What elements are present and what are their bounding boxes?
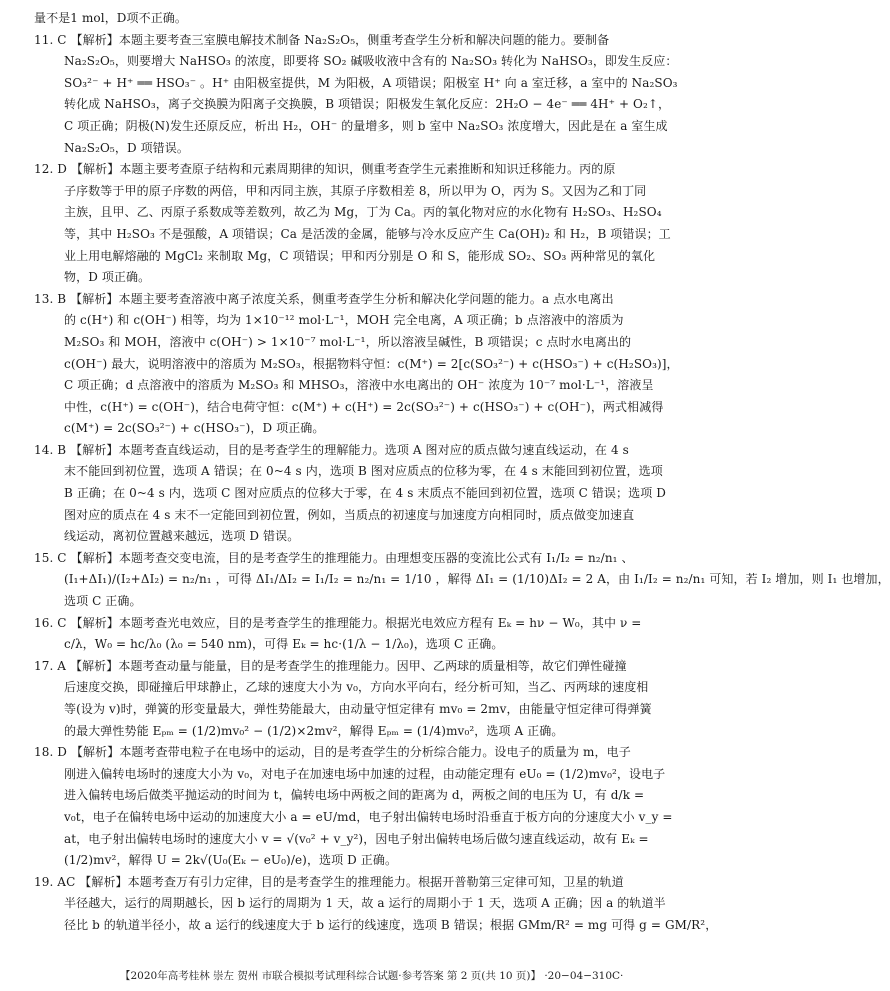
text-line: 转化成 NaHSO₃，离子交换膜为阳离子交换膜，B 项错误；阳极发生氧化反应：2H₂O − 4e⁻ ══ 4H⁺ + O₂↑， <box>64 97 671 112</box>
answer-item <box>34 159 671 289</box>
text-line: 子序数等于甲的原子序数的两倍，甲和丙同主族，其原子序数相差 8，所以甲为 O，丙为 S。又因为乙和丁同 <box>64 183 647 198</box>
text-line: 14. B 【解析】本题考查直线运动，目的是考查学生的理解能力。选项 A 图对应的质点做匀速直线运动，在 4 s <box>34 442 629 457</box>
answer-list <box>34 8 890 937</box>
text-line: Na₂S₂O₅，D 项错误。 <box>64 140 189 155</box>
text-line: c/λ，W₀ = hc/λ₀ (λ₀ = 540 nm)，可得 Eₖ = hc·(1/λ − 1/λ₀)，选项 C 正确。 <box>64 637 504 652</box>
text-line: 13. B 【解析】本题主要考查溶液中离子浓度关系，侧重考查学生分析和解决化学问题的能力。a 点水电离出 <box>34 291 614 306</box>
text-line: v₀t，电子在偏转电场中运动的加速度大小 a = eU/md，电子射出偏转电场时沿垂直于板方向的分速度大小 v_y = <box>64 809 673 824</box>
answer-item <box>34 440 666 548</box>
answer-item <box>34 742 673 872</box>
text-line: 物，D 项正确。 <box>64 270 151 285</box>
text-line: 11. C 【解析】本题主要考查三室膜电解技术制备 Na₂S₂O₅，侧重考查学生分析和解决问题的能力。要制备 <box>34 32 610 47</box>
text-line: (I₁+ΔI₁)/(I₂+ΔI₂) = n₂/n₁ ，可得 ΔI₁/ΔI₂ = I₁/I₂ = n₂/n₁ = 1/10 ，解得 ΔI₁ = (1/10)ΔI₂ = 2 A，由 I₁/I₂ = n₂/n₁ 可知，若 I₂ 增加，则 I₁ 也增加， <box>64 572 890 587</box>
text-line: B 正确；在 0~4 s 内，选项 C 图对应质点的位移大于零，在 4 s 末质点不能回到初位置，选项 C 错误；选项 D <box>64 486 666 501</box>
text-line: 19. AC 【解析】本题考查万有引力定律，目的是考查学生的推理能力。根据开普勒第三定律可知，卫星的轨道 <box>34 874 624 889</box>
text-line: 刚进入偏转电场时的速度大小为 v₀，对电子在加速电场中加速的过程，由动能定理有 eU₀ = (1/2)mv₀²，设电子 <box>64 766 666 781</box>
text-line: 半径越大，运行的周期越长，因 b 运行的周期为 1 天，故 a 运行的周期小于 1 天，选项 A 正确；因 a 的轨道半 <box>64 896 666 911</box>
text-line: 量不是1 mol，D项不正确。 <box>34 11 188 25</box>
text-line: 图对应的质点在 4 s 末不一定能回到初位置，例如，当质点的初速度与加速度方向相同时，质点做变加速直 <box>64 507 635 522</box>
text-line: at，电子射出偏转电场时的速度大小 v = √(v₀² + v_y²)，因电子射出偏转电场后做匀速直线运动，故有 Eₖ = <box>64 831 649 846</box>
text-line: c(OH⁻) 最大，说明溶液中的溶质为 M₂SO₃，根据物料守恒：c(M⁺) = 2[c(SO₃²⁻) + c(HSO₃⁻) + c(H₂SO₃)]， <box>64 356 679 371</box>
text-line: 15. C 【解析】本题考查交变电流，目的是考查学生的推理能力。由理想变压器的变流比公式有 I₁/I₂ = n₂/n₁ 、 <box>34 550 634 565</box>
answer-page <box>34 8 890 937</box>
text-line: 16. C 【解析】本题考查光电效应，目的是考查学生的推理能力。根据光电效应方程有 Eₖ = hν − W₀，其中 ν = <box>34 615 642 630</box>
text-line: C 项正确；d 点溶液中的溶质为 M₂SO₃ 和 MHSO₃，溶液中水电离出的 OH⁻ 浓度为 10⁻⁷ mol·L⁻¹，溶液呈 <box>64 378 654 393</box>
text-line: 业上用电解熔融的 MgCl₂ 来制取 Mg，C 项错误；甲和丙分别是 O 和 S，能形成 SO₂、SO₃ 两种常见的氧化 <box>64 248 656 263</box>
page-footer: 【2020年高考桂林 崇左 贺州 市联合模拟考试理科综合试题·参考答案 第 2 页(共 10 页)】 ·20−04−310C· <box>120 970 624 982</box>
text-line: 末不能回到初位置，选项 A 错误；在 0~4 s 内，选项 B 图对应质点的位移为零，在 4 s 末能回到初位置，选项 <box>64 464 663 479</box>
text-line: C 项正确；阴极(N)发生还原反应，析出 H₂，OH⁻ 的量增多，则 b 室中 Na₂SO₃ 浓度增大，因此是在 a 室生成 <box>64 118 668 133</box>
text-line: 18. D 【解析】本题考查带电粒子在电场中的运动，目的是考查学生的分析综合能力。设电子的质量为 m，电子 <box>34 745 631 760</box>
answer-item <box>34 548 890 613</box>
text-line: c(M⁺) = 2c(SO₃²⁻) + c(HSO₃⁻)，D 项正确。 <box>64 421 325 436</box>
text-line: Na₂S₂O₅，则要增大 NaHSO₃ 的浓度，即要将 SO₂ 碱吸收液中含有的 Na₂SO₃ 转化为 NaHSO₃，即发生反应： <box>64 54 678 69</box>
text-line: M₂SO₃ 和 MOH，溶液中 c(OH⁻) > 1×10⁻⁷ mol·L⁻¹，所以溶液呈碱性，B 项错误；c 点时水电离出的 <box>64 334 632 349</box>
text-line: 的最大弹性势能 Eₚₘ = (1/2)mv₀² − (1/2)×2mv²，解得 Eₚₘ = (1/4)mv₀²，选项 A 正确。 <box>64 723 564 738</box>
text-line: 中性，c(H⁺) = c(OH⁻)，结合电荷守恒：c(M⁺) + c(H⁺) = 2c(SO₃²⁻) + c(HSO₃⁻) + c(OH⁻)，两式相减得 <box>64 399 664 414</box>
text-line: 17. A 【解析】本题考查动量与能量，目的是考查学生的推理能力。因甲、乙两球的质量相等，故它们弹性碰撞 <box>34 658 627 673</box>
text-line: SO₃²⁻ + H⁺ ══ HSO₃⁻ 。H⁺ 由阳极室提供，M 为阳极，A 项错误；阳极室 H⁺ 向 a 室迁移，a 室中的 Na₂SO₃ <box>64 75 678 90</box>
text-line: 等(设为 v)时，弹簧的形变量最大，弹性势能最大，由动量守恒定律有 mv₀ = 2mv，由能量守恒定律可得弹簧 <box>64 702 652 716</box>
answer-item <box>34 8 636 30</box>
text-line: 进入偏转电场后做类平抛运动的时间为 t，偏转电场中两板之间的距离为 d，两板之间的电压为 U，有 d/k = <box>64 788 645 803</box>
text-line: (1/2)mv²，解得 U = 2k√(U₀(Eₖ − eU₀)/e)，选项 D 正确。 <box>64 853 398 868</box>
text-line: 后速度交换，即碰撞后甲球静止，乙球的速度大小为 v₀，方向水平向右，经分析可知，当乙、丙两球的速度相 <box>64 680 649 695</box>
answer-item <box>34 289 679 440</box>
answer-item <box>34 30 678 160</box>
text-line: 的 c(H⁺) 和 c(OH⁻) 相等，均为 1×10⁻¹² mol·L⁻¹，MOH 完全电离，A 项正确；b 点溶液中的溶质为 <box>64 313 624 328</box>
text-line: 等，其中 H₂SO₃ 不是强酸，A 项错误；Ca 是活泼的金属，能够与冷水反应产生 Ca(OH)₂ 和 H₂，B 项错误；工 <box>64 226 671 241</box>
text-line: 主族，且甲、乙、丙原子系数成等差数列，故乙为 Mg，丁为 Ca。丙的氧化物对应的水化物有 H₂SO₃、H₂SO₄ <box>64 205 662 220</box>
answer-item <box>34 872 718 937</box>
text-line: 径比 b 的轨道半径小，故 a 运行的线速度大于 b 运行的线速度，选项 B 错误；根据 GMm/R² = mg 可得 g = GM/R²， <box>64 917 718 932</box>
answer-item <box>34 613 642 656</box>
text-line: 12. D 【解析】本题主要考查原子结构和元素周期律的知识，侧重考查学生元素推断和知识迁移能力。丙的原 <box>34 162 616 177</box>
text-line: 选项 C 正确。 <box>64 594 142 609</box>
answer-item <box>34 656 652 742</box>
text-line: 线运动，离初位置越来越远，选项 D 错误。 <box>64 529 300 544</box>
